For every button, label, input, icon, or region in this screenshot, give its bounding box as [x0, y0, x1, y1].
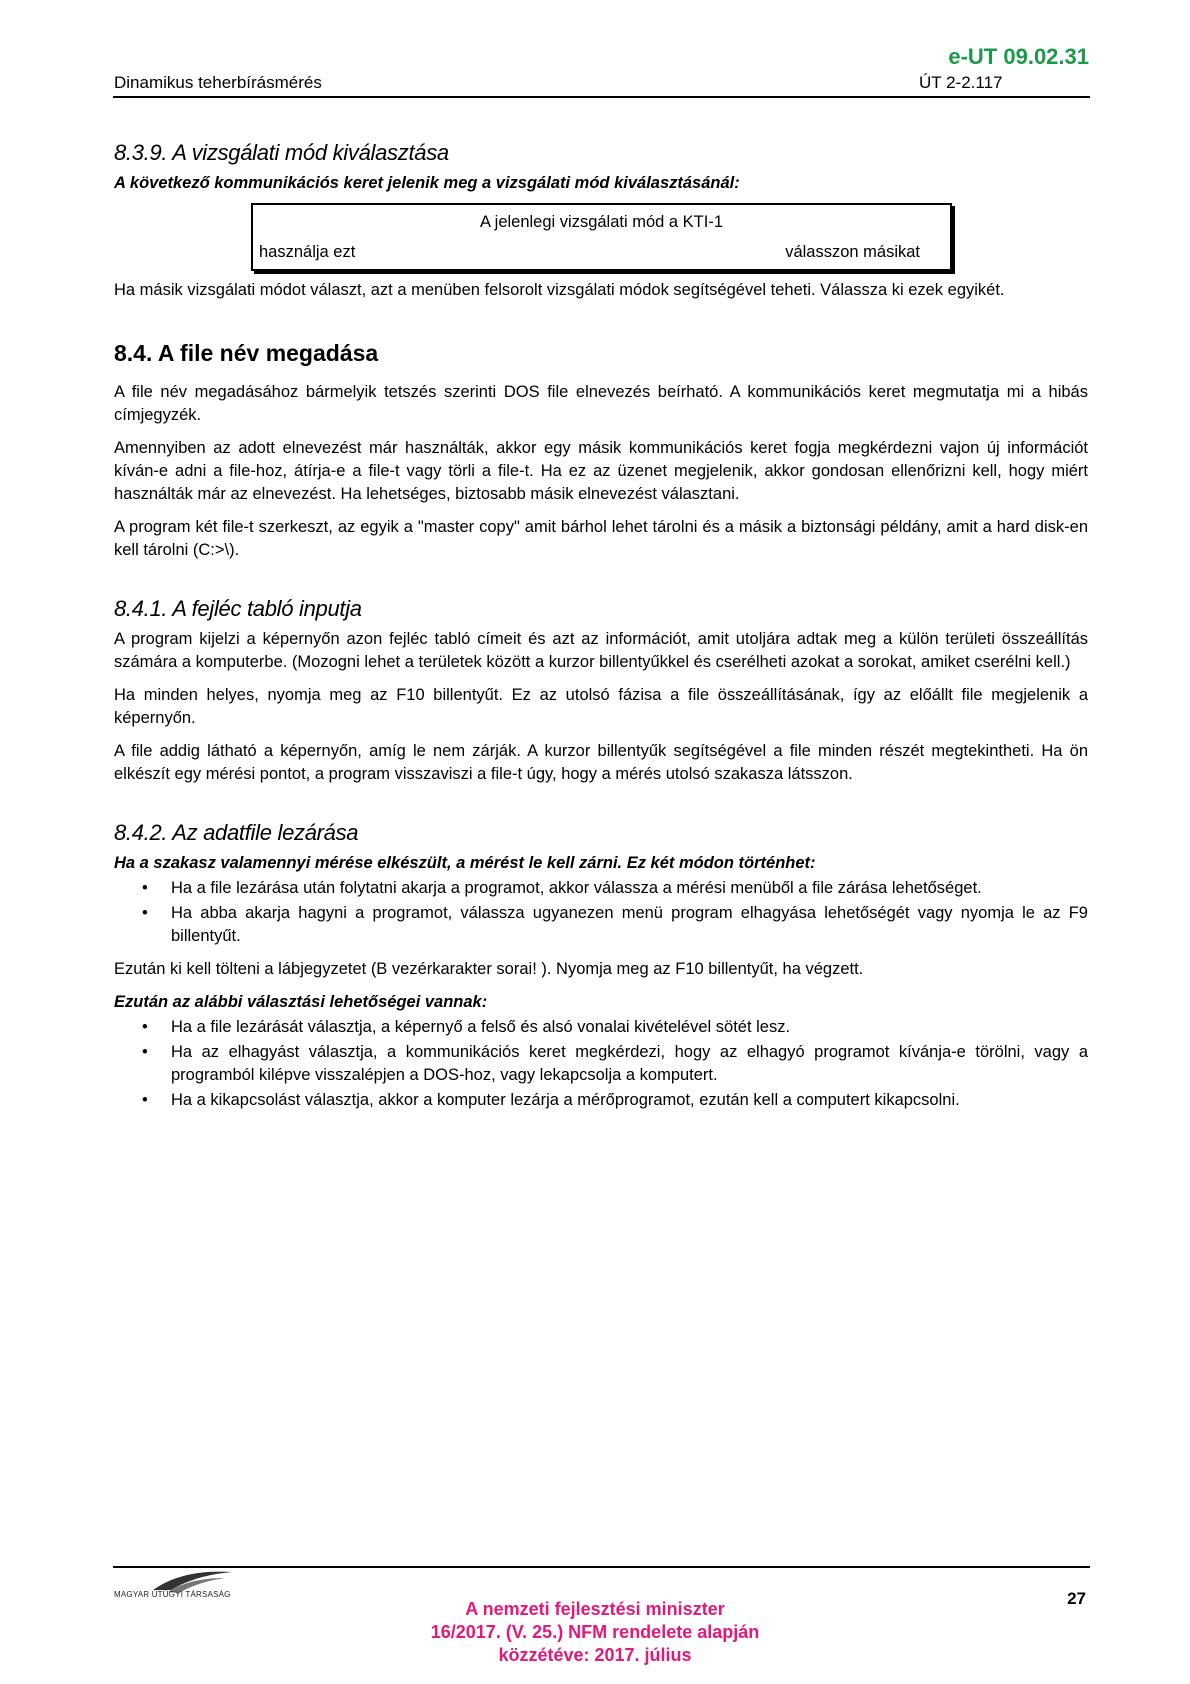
section-lead-options: Ezután az alábbi választási lehetőségei vannak:: [114, 993, 488, 1011]
bullet-icon: •: [142, 1091, 148, 1109]
section-heading-8-4-2: 8.4.2. Az adatfile lezárása: [114, 820, 359, 845]
publication-note-line: közzétéve: 2017. július: [498, 1645, 692, 1665]
list-item-text: Ha abba akarja hagyni a programot, válassza ugyanezen menü program elhagyása lehetőségét vagy nyomja le az F9 billentyűt.: [171, 904, 1088, 945]
list-item: [114, 877, 1088, 900]
page-content: [114, 140, 1088, 1122]
spacer: [114, 572, 1088, 596]
spacer: [114, 796, 1088, 820]
list-item-text: Ha az elhagyást választja, a kommunikációs keret megkérdezi, hogy az elhagyó programot kívánja-e törölni, vagy a programból kilépve visszalépjen a DOS-hoz, vagy lekapcsolja a komputert.: [171, 1043, 1088, 1084]
paragraph: A file név megadásához bármelyik tetszés szerinti DOS file elnevezés beírható. A kommunikációs keret megmutatja mi a hibás címjegyzék.: [114, 383, 1088, 424]
paragraph: Ha másik vizsgálati módot választ, azt a menüben felsorolt vizsgálati módok segítségével teheti. Válassza ki ezek egyikét.: [114, 281, 1005, 299]
paragraph: A file addig látható a képernyőn, amíg le nem zárják. A kurzor billentyűk segítségével a file minden részét megtekintheti. Ha ön elkészít egy mérési pontot, a program visszaviszi a file-t úgy, hogy a mérés utolsó szakasza látsszon.: [114, 742, 1088, 783]
list-item-text: Ha a file lezárása után folytatni akarja a programot, akkor válassza a mérési menüből a file zárása lehetőséget.: [171, 879, 982, 897]
logo-icon: [113, 1568, 263, 1606]
publication-note-line: A nemzeti fejlesztési miniszter: [465, 1599, 725, 1619]
list-item: [114, 1089, 1088, 1112]
list-item-text: Ha a kikapcsolást választja, akkor a komputer lezárja a mérőprogramot, ezután kell a computert kikapcsolni.: [171, 1091, 960, 1109]
header-standard-code: ÚT 2-2.117: [919, 73, 1003, 92]
box-option-use-this: használja ezt: [259, 243, 356, 261]
list-item: [114, 902, 1088, 948]
bullet-icon: •: [142, 1043, 148, 1061]
box-message: A jelenlegi vizsgálati mód a KTI-1: [479, 213, 724, 231]
logo-text: MAGYAR ÚTÜGYI TÁRSASÁG: [114, 1590, 231, 1599]
paragraph: Ha minden helyes, nyomja meg az F10 billentyűt. Ez az utolsó fázisa a file összeállításának, így az előállt file megjelenik a képernyőn.: [114, 686, 1088, 727]
bullet-list: [114, 877, 1088, 948]
spacer: [114, 312, 1088, 340]
communication-frame-box: [251, 203, 952, 271]
box-option-choose-other: válasszon másikat: [785, 243, 920, 261]
section-lead-8-4-2: Ha a szakasz valamennyi mérése elkészült, a mérést le kell zárni. Ez két módon történhet:: [114, 854, 816, 872]
section-heading-8-4: 8.4. A file név megadása: [114, 340, 379, 366]
publication-note-line: 16/2017. (V. 25.) NFM rendelete alapján: [430, 1622, 760, 1642]
bullet-icon: •: [142, 1018, 148, 1036]
list-item-text: Ha a file lezárását választja, a képernyő a felső és alsó vonalai kivételével sötét lesz.: [171, 1018, 791, 1036]
bullet-list: [114, 1016, 1088, 1112]
section-lead-8-3-9: A következő kommunikációs keret jelenik meg a vizsgálati mód kiválasztásánál:: [114, 174, 740, 192]
page-number: 27: [1067, 1589, 1086, 1608]
section-heading-8-4-1: 8.4.1. A fejléc tabló inputja: [114, 596, 362, 621]
list-item: [114, 1016, 1088, 1039]
paragraph: A program kijelzi a képernyőn azon fejléc tabló címeit és azt az információt, amit utoljára adtak meg a külön területi összeállítás számára a komputerbe. (Mozogni lehet a területek között a kurzor billentyűkkel és cserélheti azokat a sorokat, amiket cserélni kell.): [114, 630, 1088, 671]
section-heading-8-3-9: 8.3.9. A vizsgálati mód kiválasztása: [114, 140, 449, 165]
paragraph: Ezután ki kell tölteni a lábjegyzetet (B vezérkarakter sorai! ). Nyomja meg az F10 billentyűt, ha végzett.: [114, 960, 864, 978]
header-title: Dinamikus teherbírásmérés: [114, 73, 322, 92]
publication-note: [380, 1598, 810, 1667]
bullet-icon: •: [142, 904, 148, 922]
header-divider: [113, 96, 1090, 98]
paragraph: Amennyiben az adott elnevezést már használták, akkor egy másik kommunikációs keret fogja megkérdezni vajon új információt kíván-e adni a file-hoz, átírja-e a file-t vagy törli a file-t. Ha ez az üzenet megjelenik, akkor gondosan ellenőrizni kell, hogy miért használták már az elnevezést. Ha lehetséges, biztosabb másik elnevezést választani.: [114, 439, 1088, 503]
bullet-icon: •: [142, 879, 148, 897]
document-code: e-UT 09.02.31: [948, 44, 1089, 69]
paragraph: A program két file-t szerkeszt, az egyik a "master copy" amit bárhol lehet tárolni és a másik a biztonsági példány, amit a hard disk-en kell tárolni (C:>\).: [114, 518, 1088, 559]
list-item: [114, 1041, 1088, 1087]
